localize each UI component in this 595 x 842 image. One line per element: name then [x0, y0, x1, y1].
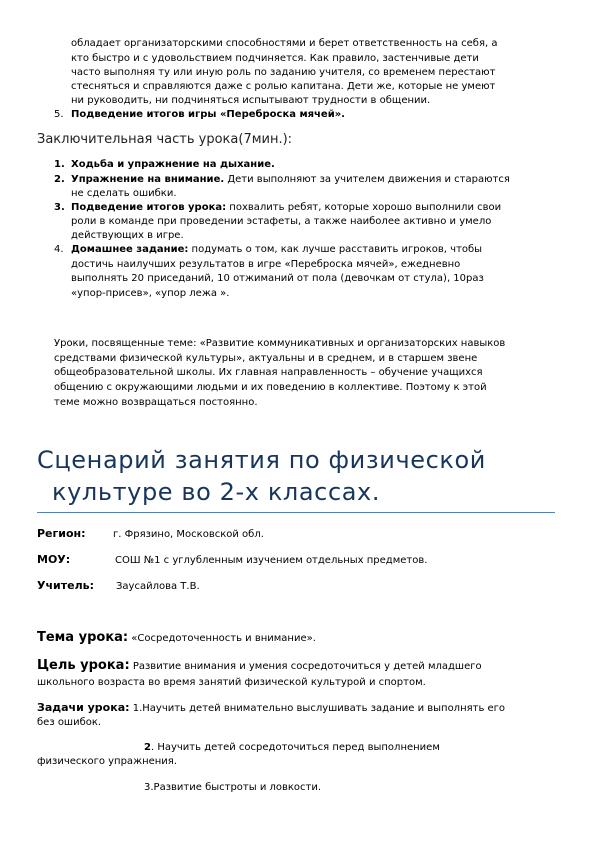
- intro-line: кто быстро и с удовольствием подчиняется. Как правило, застенчивые дети: [71, 53, 479, 64]
- list-item-text: действующих в игре.: [71, 230, 184, 241]
- conclusion-line: средствами физической культуры», актуальны и в среднем, и в старшем звене: [54, 353, 478, 364]
- mou-label: МОУ:: [37, 553, 71, 566]
- task-text: физического упражнения.: [37, 756, 177, 767]
- list-item-text: «упор-присев», «упор лежа ».: [71, 288, 230, 299]
- title-rule: [37, 512, 555, 513]
- list-item: [71, 201, 501, 214]
- task-text: 1.Научить детей внимательно выслушивать задание и выполнять его: [129, 703, 506, 714]
- task-text: 3.Развитие быстроты и ловкости.: [144, 782, 322, 793]
- scenario-title-line1: Сценарий занятия по физической: [37, 446, 486, 474]
- list-item-text: роли в команде при проведении эстафеты, а также наиболее активно и умело: [71, 216, 492, 227]
- region-row: [37, 527, 86, 541]
- task-text: . Научить детей сосредоточиться перед выполнением: [150, 742, 440, 753]
- list-item-text: не сделать ошибки.: [71, 188, 177, 199]
- list-item-label: Домашнее задание:: [71, 244, 189, 255]
- region-value: г. Фрязино, Московской обл.: [113, 529, 264, 540]
- scenario-title-line2: культуре во 2-х классах.: [52, 478, 381, 506]
- goal-row: [37, 658, 482, 675]
- list-item-label: Подведение итогов урока:: [71, 202, 227, 213]
- list-item-text: подумать о том, как лучше расставить игроков, чтобы: [188, 244, 483, 255]
- conclusion-line: Уроки, посвященные теме: «Развитие коммуникативных и организаторских навыков: [54, 338, 506, 349]
- list-number: 3.: [54, 202, 65, 213]
- task-text: без ошибок.: [37, 717, 102, 728]
- intro-line: стесняться и справляются даже с ролью капитана. Дети же, которые не умеют: [71, 81, 496, 92]
- teacher-label: Учитель:: [37, 579, 94, 592]
- intro-line: ни руководить, ни подчиняться испытывают трудности в общении.: [71, 95, 431, 106]
- teacher-value: Заусайлова Т.В.: [116, 581, 200, 592]
- list-number: 4.: [54, 244, 64, 255]
- task-2: [144, 741, 440, 754]
- topic-row: [37, 630, 316, 647]
- task-number: 2: [144, 742, 151, 753]
- mou-value: СОШ №1 с углубленным изучением отдельных предметов.: [115, 555, 428, 566]
- mou-row: [37, 553, 70, 567]
- conclusion-line: общению с окружающими людьми и их поведению в коллективе. Поэтому к этой: [54, 382, 487, 393]
- goal-text: Развитие внимания и умения сосредоточиться у детей младшего: [129, 661, 482, 672]
- list-item: [71, 243, 482, 256]
- list-item-text: Дети выполняют за учителем движения и стараются: [224, 174, 510, 185]
- topic-value: «Сосредоточенность и внимание».: [128, 633, 316, 644]
- list-item-label: Упражнение на внимание.: [71, 174, 225, 185]
- list-number: 1.: [54, 159, 65, 170]
- list-item-text: достичь наилучших результатов в игре «Переброска мячей», ежедневно: [71, 259, 461, 270]
- list-item-text: похвалить ребят, которые хорошо выполнили свои: [226, 202, 502, 213]
- goal-text: школьного возраста во время занятий физической культурой и спортом.: [37, 677, 426, 688]
- tasks-label: Задачи урока:: [37, 701, 130, 714]
- list-number: 2.: [54, 174, 65, 185]
- teacher-row: [37, 579, 94, 593]
- list-number: 5.: [54, 109, 64, 120]
- goal-label: Цель урока:: [37, 658, 130, 673]
- tasks-row: [37, 701, 505, 715]
- intro-line: часто выполняя ту или иную роль по заданию учителя, со временем перестают: [71, 67, 496, 78]
- list-item: [71, 173, 510, 186]
- region-label: Регион:: [37, 527, 86, 540]
- conclusion-line: общеобразовательной школы. Их главная направленность – обучение учащихся: [54, 367, 483, 378]
- list-item-label: Подведение итогов игры «Переброска мячей».: [71, 109, 345, 120]
- conclusion-line: теме можно возвращаться постоянно.: [54, 397, 258, 408]
- topic-label: Тема урока:: [37, 630, 129, 645]
- list-item-text: выполнять 20 приседаний, 10 отжиманий от пола (девочкам от стула), 10раз: [71, 273, 484, 284]
- list-item-label: Ходьба и упражнение на дыхание.: [71, 159, 275, 170]
- section-heading: Заключительная часть урока(7мин.):: [37, 132, 293, 147]
- intro-line: обладает организаторскими способностями и берет ответственность на себя, а: [71, 38, 498, 49]
